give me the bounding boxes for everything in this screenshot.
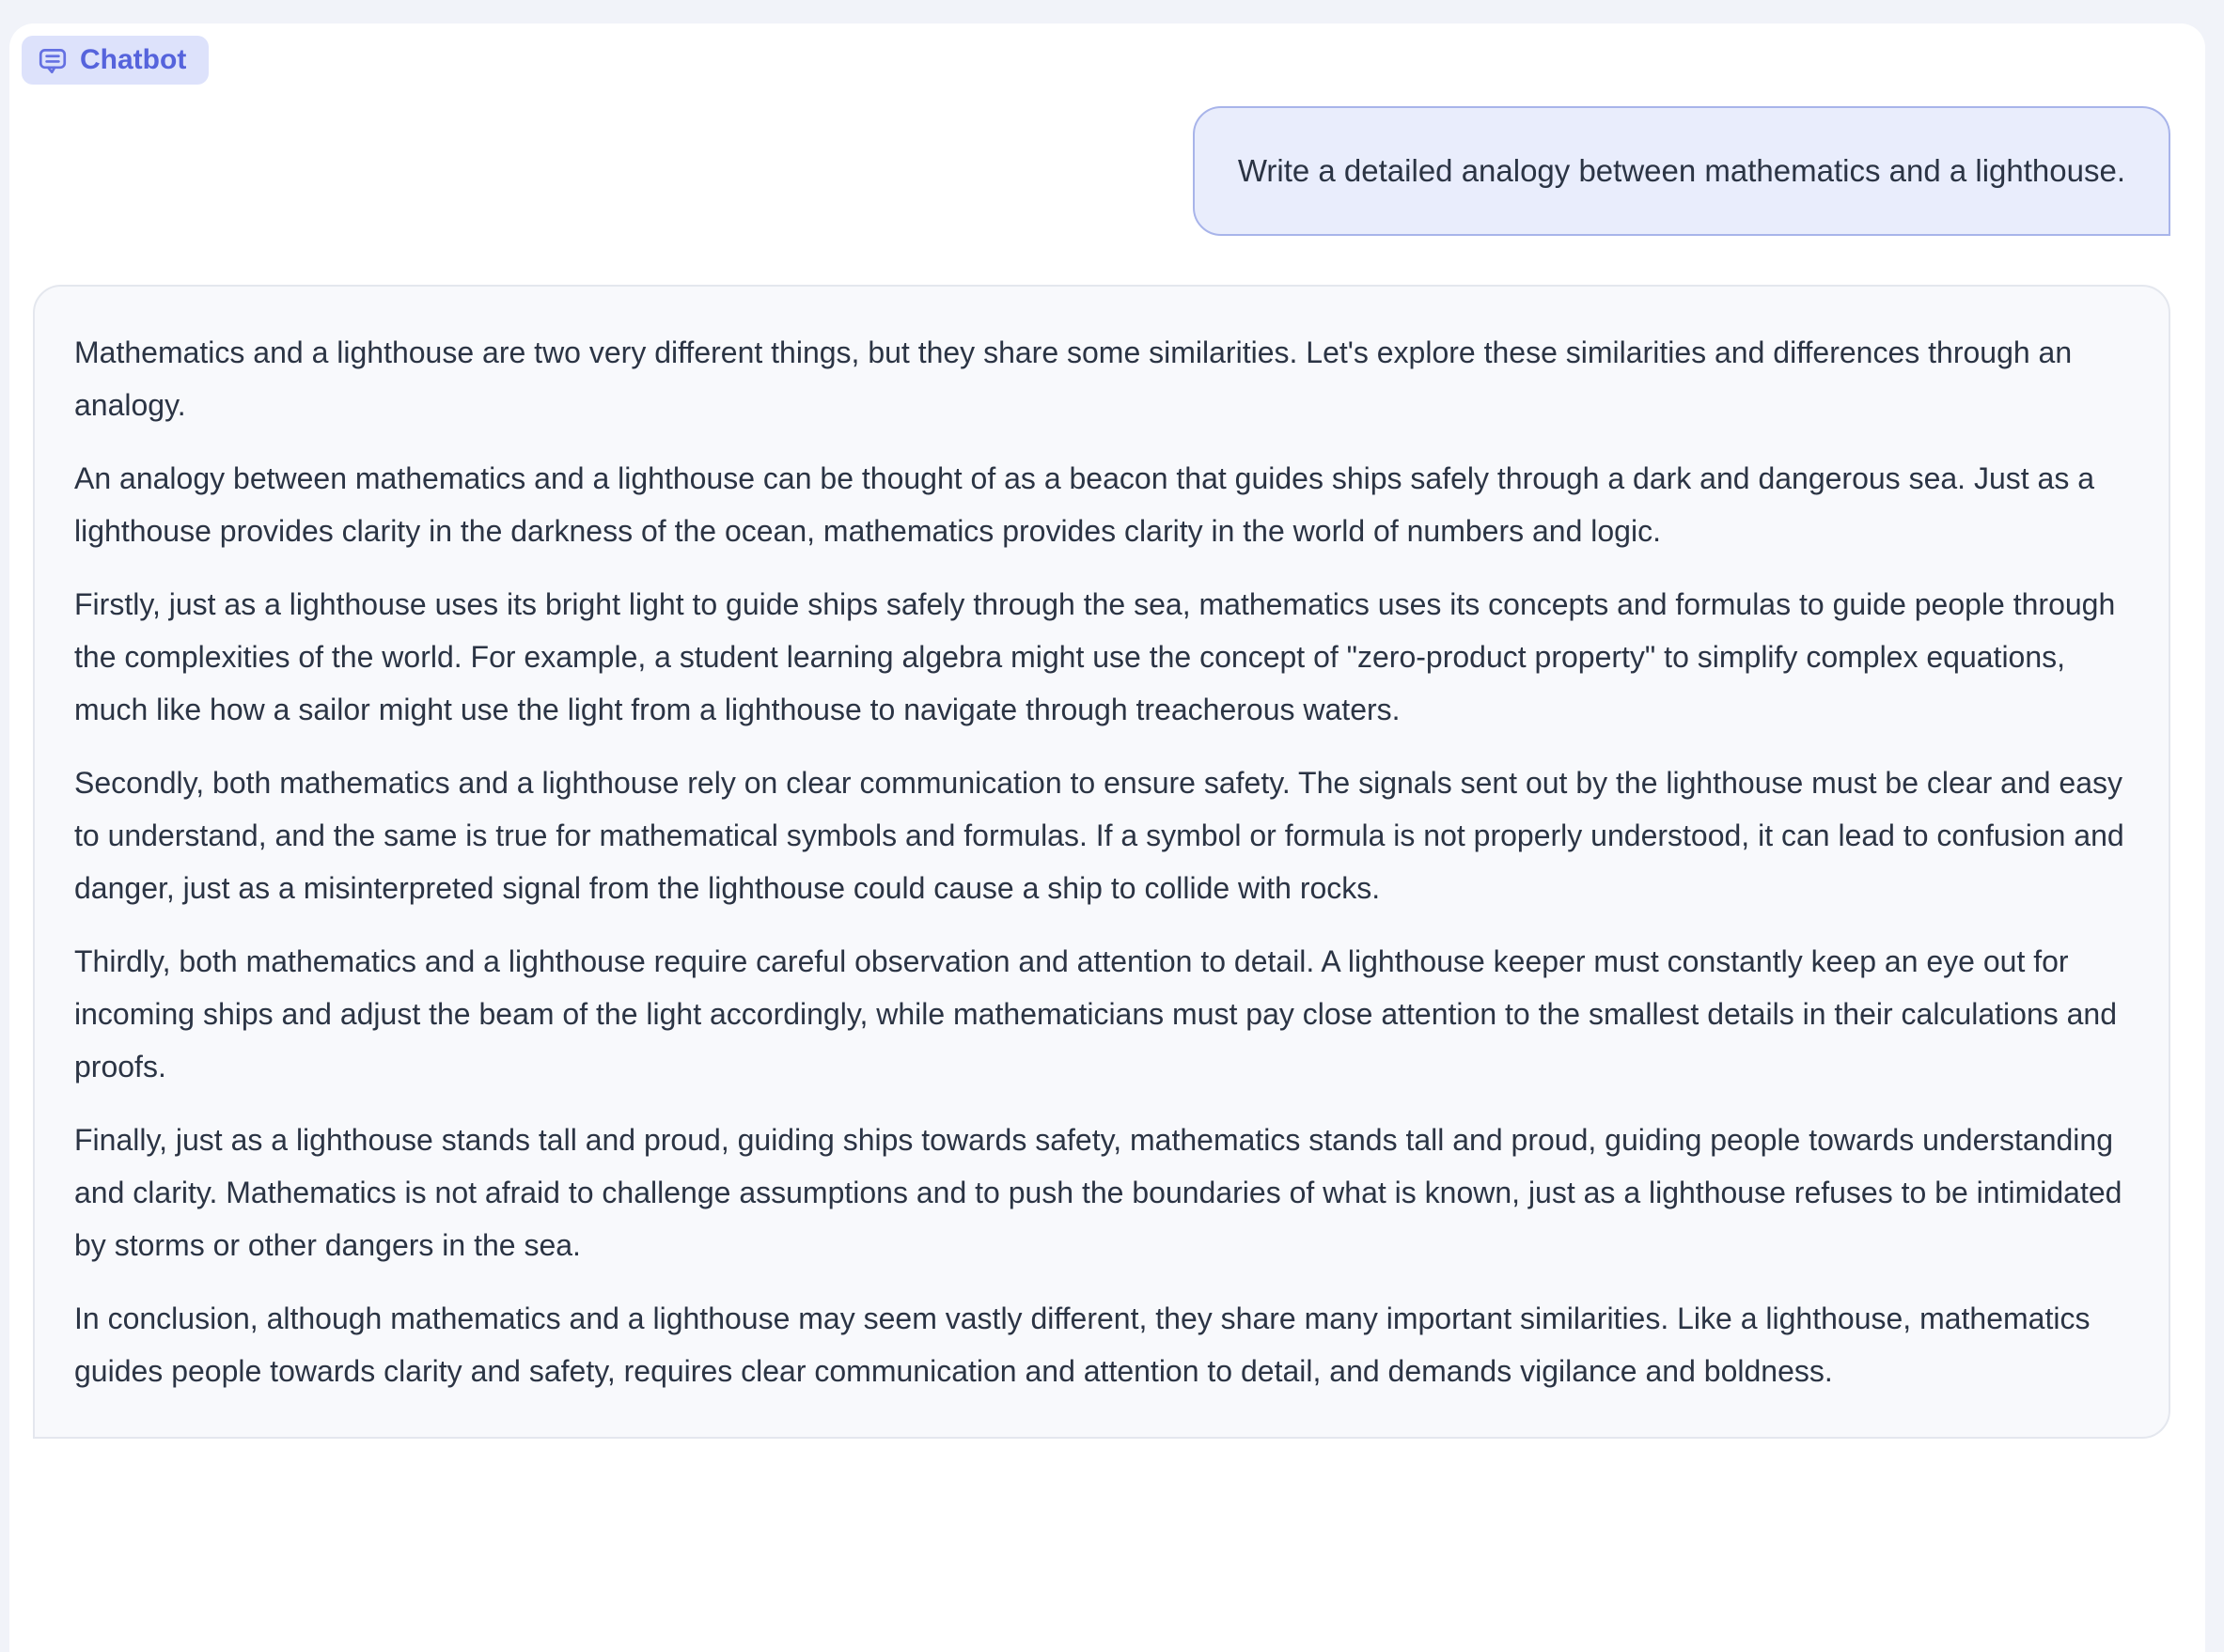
bot-paragraph: Firstly, just as a lighthouse uses its bright light to guide ships safely through the sea, mathematics uses its concepts and formulas to guide people through the complexities of the world. For example, a student learning algebra might use the concept of "zero-product property" to simplify complex equations, much like how a sailor might use the light from a lighthouse to navigate through treacherous waters. xyxy=(74,587,2116,727)
message-list[interactable] xyxy=(22,106,2182,1439)
bot-paragraph: In conclusion, although mathematics and a lighthouse may seem vastly different, they share many important similarities. Like a lighthouse, mathematics guides people towards clarity and safety, requires clear communication and attention to detail, and demands vigilance and boldness. xyxy=(74,1301,2091,1389)
user-message-row xyxy=(33,106,2170,236)
bot-paragraph: Thirdly, both mathematics and a lighthouse require careful observation and attention to detail. A lighthouse keeper must constantly keep an eye out for incoming ships and adjust the beam of the light accordingly, while mathematicians must pay close attention to the smallest details in their calculations and proofs. xyxy=(74,944,2118,1084)
bot-message-row xyxy=(33,285,2170,1439)
chat-bubble-icon xyxy=(37,44,69,76)
chatbot-label-text: Chatbot xyxy=(80,44,187,75)
chatbot-label-badge xyxy=(22,36,209,85)
bot-paragraph: Finally, just as a lighthouse stands tall and proud, guiding ships towards safety, mathematics stands tall and proud, guiding people towards understanding and clarity. Mathematics is not afraid to challenge assumptions and to push the boundaries of what is known, just as a lighthouse refuses to be intimidated by storms or other dangers in the sea. xyxy=(74,1123,2122,1263)
user-message-bubble xyxy=(1193,106,2170,236)
bot-message-bubble xyxy=(33,285,2170,1439)
chatbot-panel xyxy=(9,23,2205,1652)
user-message-text: Write a detailed analogy between mathematics and a lighthouse. xyxy=(1237,153,2125,188)
bot-paragraph: Secondly, both mathematics and a lighthouse rely on clear communication to ensure safety. The signals sent out by the lighthouse must be clear and easy to understand, and the same is true for mathematical symbols and formulas. If a symbol or formula is not properly understood, it can lead to confusion and danger, just as a misinterpreted signal from the lighthouse could cause a ship to collide with rocks. xyxy=(74,766,2124,906)
bot-paragraph: An analogy between mathematics and a lighthouse can be thought of as a beacon that guides ships safely through a dark and dangerous sea. Just as a lighthouse provides clarity in the darkness of the ocean, mathematics provides clarity in the world of numbers and logic. xyxy=(74,461,2094,549)
bot-paragraph: Mathematics and a lighthouse are two very different things, but they share some similarities. Let's explore these similarities and differences through an analogy. xyxy=(74,335,2073,423)
